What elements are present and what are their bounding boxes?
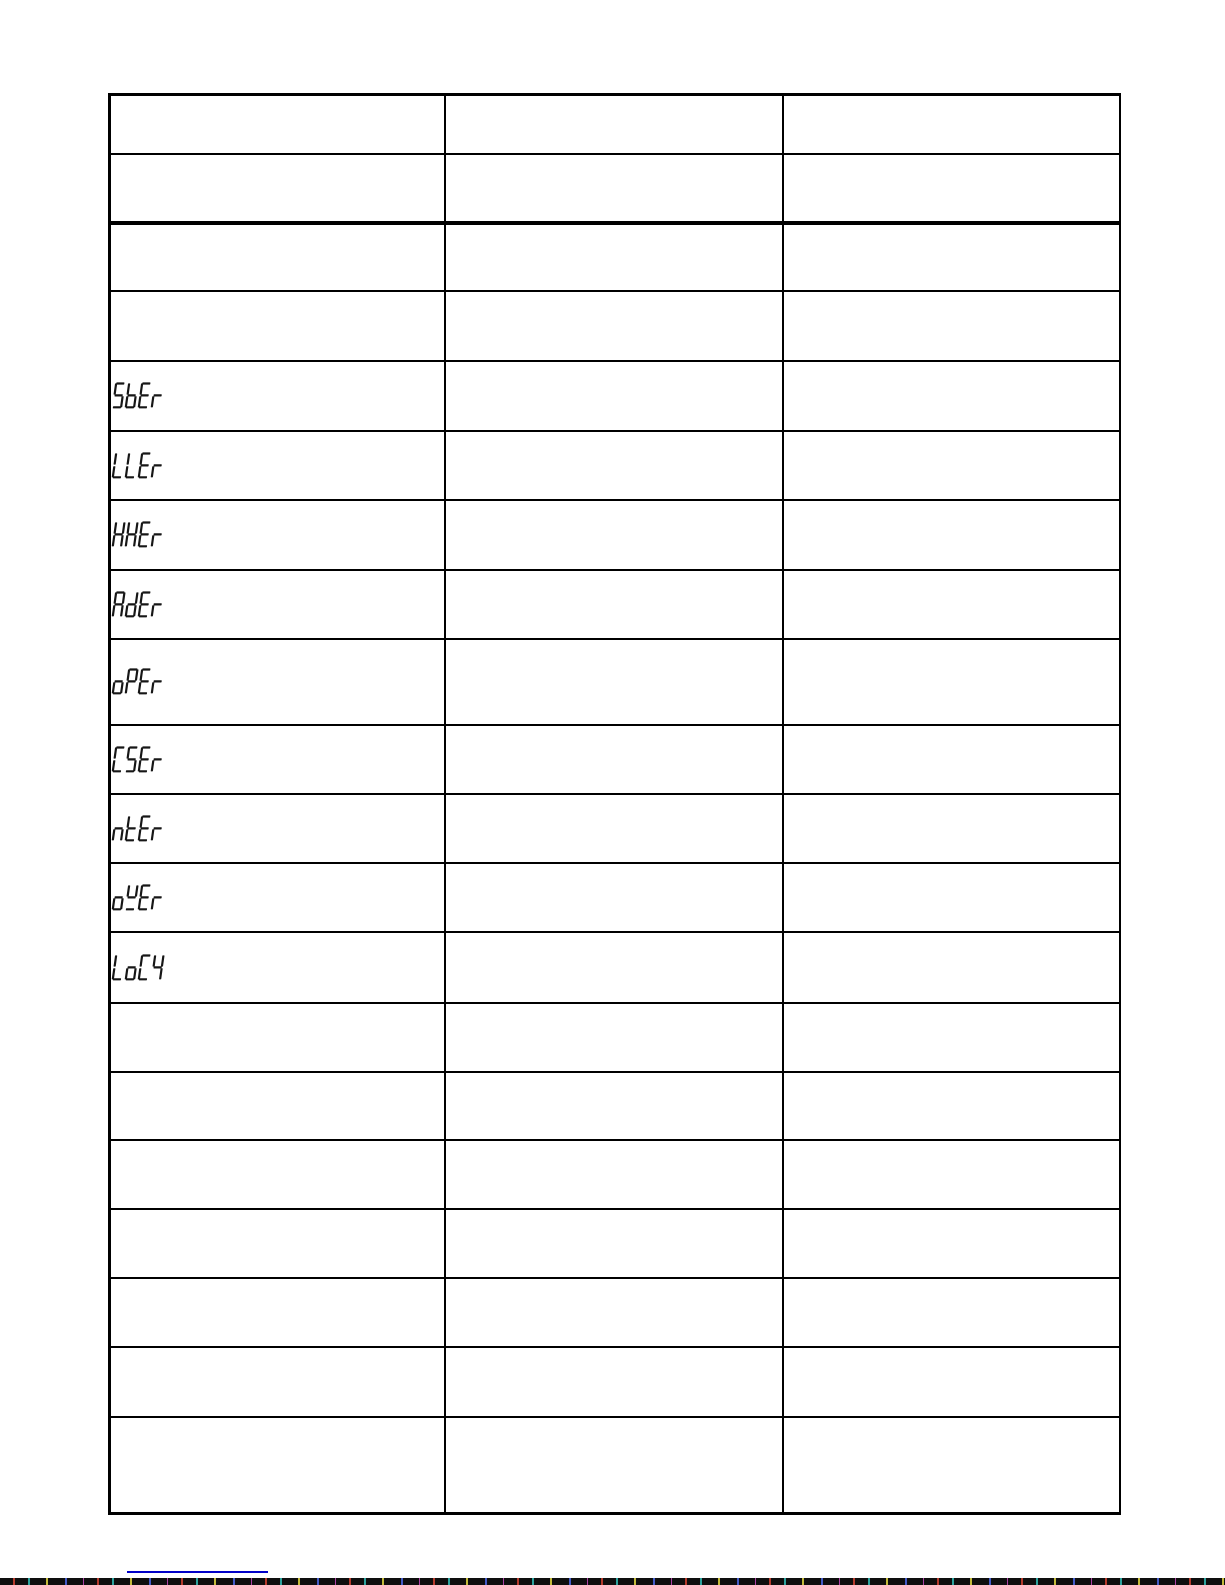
table-cell [445,1417,783,1514]
table-row [110,1417,1120,1514]
table-cell [445,95,783,154]
parameter-table [108,93,1121,1515]
table-cell [110,1209,445,1278]
table-cell [445,1209,783,1278]
table-cell [445,223,783,291]
table-cell [783,500,1120,570]
table-cell [110,361,445,431]
table-row [110,932,1120,1003]
table-cell [783,1347,1120,1417]
table-cell [445,863,783,932]
table-cell [445,1347,783,1417]
table-row [110,95,1120,154]
table-cell [783,639,1120,725]
table-cell [783,725,1120,794]
table-cell [445,1003,783,1072]
table-cell [783,1072,1120,1140]
table-cell [110,1347,445,1417]
table-cell [783,932,1120,1003]
table-cell [783,863,1120,932]
table-cell [110,1417,445,1514]
table-cell [110,154,445,223]
table-row [110,794,1120,863]
page-edge-strip [0,1578,1225,1585]
table-cell [110,570,445,639]
table-cell [445,291,783,361]
table-cell [783,794,1120,863]
table-row [110,570,1120,639]
table-row [110,1140,1120,1209]
table-cell [783,95,1120,154]
table-row [110,154,1120,223]
table-row [110,223,1120,291]
table-cell [110,1278,445,1347]
table-cell [110,1072,445,1140]
table-row [110,1347,1120,1417]
table-cell [783,1417,1120,1514]
table-row [110,500,1120,570]
table-cell [445,1278,783,1347]
table-cell [445,500,783,570]
table-cell [110,725,445,794]
table-row [110,639,1120,725]
table-row [110,725,1120,794]
table-cell [783,291,1120,361]
seven-segment-code [111,521,171,548]
table-row [110,1209,1120,1278]
table-cell [110,932,445,1003]
table-cell [445,570,783,639]
table-cell [445,431,783,500]
table-cell [110,1003,445,1072]
table-row [110,1072,1120,1140]
table-cell [110,431,445,500]
table-row [110,1003,1120,1072]
table-cell [110,291,445,361]
table-row [110,291,1120,361]
seven-segment-code [111,452,171,479]
table-cell [445,1140,783,1209]
table-cell [445,361,783,431]
seven-segment-code [111,815,171,842]
seven-segment-code [111,746,171,773]
table-cell [110,863,445,932]
table-cell [783,1278,1120,1347]
table-cell [445,932,783,1003]
table-cell [110,639,445,725]
table-cell [110,95,445,154]
table-cell [783,1003,1120,1072]
table-cell [110,500,445,570]
seven-segment-code [111,954,171,981]
table-cell [445,725,783,794]
table-cell [783,1209,1120,1278]
table-cell [445,794,783,863]
table-row [110,863,1120,932]
table-cell [445,1072,783,1140]
table-cell [783,431,1120,500]
footer-link-underline[interactable] [127,1571,268,1573]
table-cell [110,1140,445,1209]
table-cell [110,794,445,863]
table-cell [783,1140,1120,1209]
table-cell [445,154,783,223]
table-cell [445,639,783,725]
table-cell [783,570,1120,639]
table-row [110,361,1120,431]
seven-segment-code [111,884,171,911]
seven-segment-code [111,668,171,695]
table-cell [783,154,1120,223]
table-row [110,431,1120,500]
table-cell [783,361,1120,431]
table-row [110,1278,1120,1347]
table-cell [783,223,1120,291]
seven-segment-code [111,382,171,409]
table-cell [110,223,445,291]
seven-segment-code [111,591,171,618]
